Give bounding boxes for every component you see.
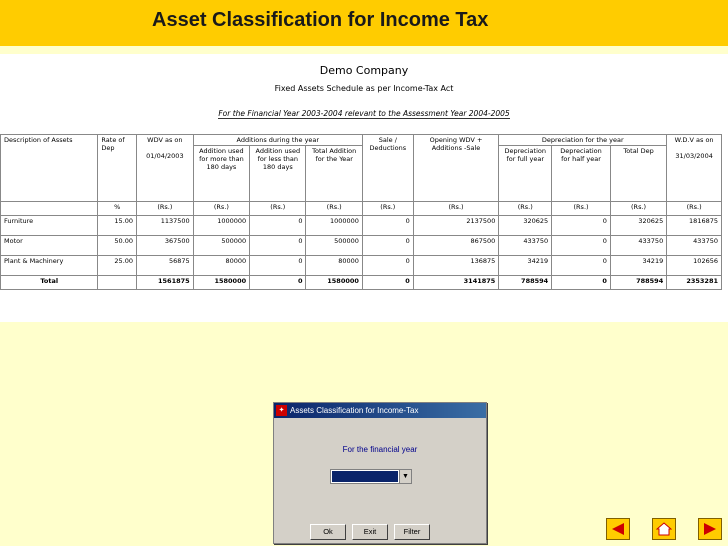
total-dep-half: 0 <box>552 276 611 290</box>
home-icon <box>656 522 672 536</box>
wdv-date: 01/04/2003 <box>146 152 184 160</box>
cell-sale: 0 <box>362 256 413 276</box>
col-wdv <box>137 135 194 202</box>
dialog-title: Assets Classification for Income-Tax <box>290 406 419 415</box>
financial-year-select[interactable] <box>330 469 412 484</box>
cell-wdv-close: 102656 <box>667 256 722 276</box>
cell-dep-full: 433750 <box>499 236 552 256</box>
cell-add-less: 0 <box>250 256 306 276</box>
exit-button[interactable]: Exit <box>352 524 388 540</box>
total-opening: 3141875 <box>413 276 499 290</box>
col-description: Description of Assets <box>1 135 98 202</box>
chevron-down-icon[interactable]: ▼ <box>399 470 411 483</box>
cell-add-more: 1000000 <box>193 216 249 236</box>
unit-rs: (Rs.) <box>193 202 249 216</box>
unit-rs: (Rs.) <box>250 202 306 216</box>
cell-add-total: 500000 <box>306 236 362 256</box>
prev-button[interactable] <box>606 518 630 540</box>
wdv-label: WDV as on <box>147 136 183 144</box>
selected-year[interactable] <box>332 471 398 482</box>
total-row <box>1 276 722 290</box>
app-icon: ✦ <box>276 405 287 416</box>
unit-rs: (Rs.) <box>137 202 194 216</box>
cell-rate: 15.00 <box>98 216 137 236</box>
asset-classification-dialog <box>273 402 487 544</box>
right-arrow-icon <box>702 522 718 536</box>
cell-sale: 0 <box>362 216 413 236</box>
unit-rs: (Rs.) <box>552 202 611 216</box>
cell-opening: 867500 <box>413 236 499 256</box>
total-total-dep: 788594 <box>610 276 666 290</box>
unit-rs: (Rs.) <box>413 202 499 216</box>
cell-rate: 25.00 <box>98 256 137 276</box>
slide-title-bar <box>0 0 728 46</box>
col-wdv-close <box>667 135 722 202</box>
cell-opening: 2137500 <box>413 216 499 236</box>
fy-text: For the Financial Year 2003-2004 relevant to the Assessment Year 2004-2005 <box>218 109 510 118</box>
cell-dep-full: 34219 <box>499 256 552 276</box>
cell-dep-half: 0 <box>552 216 611 236</box>
financial-year-label: For the financial year <box>342 445 418 454</box>
col-add-total: Total Addition for the Year <box>306 146 362 202</box>
col-sale: Sale / Deductions <box>362 135 413 202</box>
home-button[interactable] <box>652 518 676 540</box>
total-add-total: 1580000 <box>306 276 362 290</box>
col-depreciation: Depreciation for the year <box>499 135 667 146</box>
col-additions: Additions during the year <box>193 135 362 146</box>
table-row <box>1 236 722 256</box>
total-wdv-close: 2353281 <box>667 276 722 290</box>
cell-opening: 136875 <box>413 256 499 276</box>
cell-wdv: 56875 <box>137 256 194 276</box>
report-sheet <box>0 54 728 322</box>
total-sale: 0 <box>362 276 413 290</box>
cell-add-more: 500000 <box>193 236 249 256</box>
cell-add-less: 0 <box>250 236 306 256</box>
total-label: Total <box>1 276 98 290</box>
ok-button[interactable]: Ok <box>310 524 346 540</box>
total-add-more: 1580000 <box>193 276 249 290</box>
col-rate: Rate of Dep <box>98 135 137 202</box>
wdv-close-date: 31/03/2004 <box>675 152 713 160</box>
table-row <box>1 216 722 236</box>
cell-total-dep: 34219 <box>610 256 666 276</box>
col-opening: Opening WDV + Additions -Sale <box>413 135 499 202</box>
cell-total-dep: 433750 <box>610 236 666 256</box>
cell-wdv-close: 433750 <box>667 236 722 256</box>
unit-rate: % <box>98 202 137 216</box>
cell-desc: Motor <box>1 236 98 256</box>
col-dep-full: Depreciation for full year <box>499 146 552 202</box>
cell-dep-half: 0 <box>552 256 611 276</box>
cell-rate: 50.00 <box>98 236 137 256</box>
cell-dep-half: 0 <box>552 236 611 256</box>
unit-desc <box>1 202 98 216</box>
total-rate <box>98 276 137 290</box>
asset-schedule-table <box>0 134 722 290</box>
col-dep-half: Depreciation for half year <box>552 146 611 202</box>
unit-rs: (Rs.) <box>667 202 722 216</box>
schedule-title: Fixed Assets Schedule as per Income-Tax Act <box>274 84 454 93</box>
dialog-title-bar[interactable] <box>274 403 486 418</box>
cell-add-less: 0 <box>250 216 306 236</box>
wdv-close-label: W.D.V as on <box>674 136 714 144</box>
cell-total-dep: 320625 <box>610 216 666 236</box>
total-wdv: 1561875 <box>137 276 194 290</box>
col-add-more: Addition used for more than 180 days <box>193 146 249 202</box>
cell-desc: Furniture <box>1 216 98 236</box>
unit-rs: (Rs.) <box>610 202 666 216</box>
unit-rs: (Rs.) <box>499 202 552 216</box>
company-name: Demo Company <box>319 64 409 77</box>
filter-button[interactable]: Filter <box>394 524 430 540</box>
table-row <box>1 256 722 276</box>
cell-wdv: 1137500 <box>137 216 194 236</box>
total-add-less: 0 <box>250 276 306 290</box>
cell-sale: 0 <box>362 236 413 256</box>
financial-year-line <box>0 109 728 118</box>
cell-add-total: 1000000 <box>306 216 362 236</box>
left-arrow-icon <box>610 522 626 536</box>
slide-title: Asset Classification for Income Tax <box>152 9 489 31</box>
cell-add-more: 80000 <box>193 256 249 276</box>
cell-dep-full: 320625 <box>499 216 552 236</box>
cell-wdv-close: 1816875 <box>667 216 722 236</box>
cell-add-total: 80000 <box>306 256 362 276</box>
cell-wdv: 367500 <box>137 236 194 256</box>
cell-desc: Plant & Machinery <box>1 256 98 276</box>
next-button[interactable] <box>698 518 722 540</box>
col-add-less: Addition used for less than 180 days <box>250 146 306 202</box>
col-total-dep: Total Dep <box>610 146 666 202</box>
total-dep-full: 788594 <box>499 276 552 290</box>
unit-rs: (Rs.) <box>306 202 362 216</box>
unit-rs: (Rs.) <box>362 202 413 216</box>
